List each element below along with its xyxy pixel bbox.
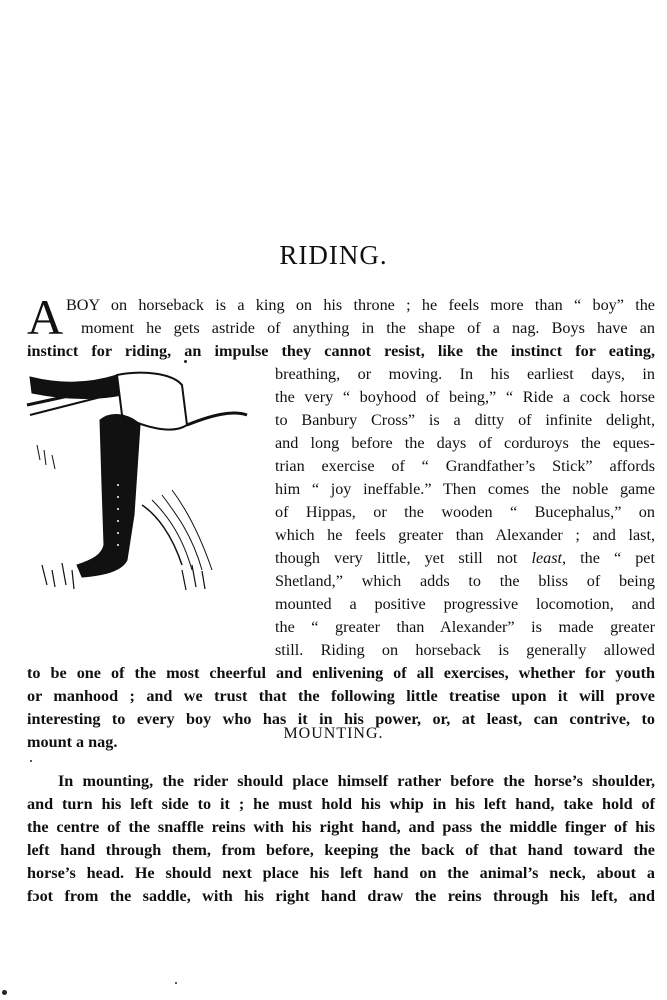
ink-speck [2, 990, 7, 995]
text-line: the “ greater than Alexander” is made greater [275, 618, 655, 636]
text-line-with-italic [275, 547, 655, 570]
text-line: the centre of the snaffle reins with his right hand, and pass the middle finger of his [27, 818, 655, 836]
page-title: RIDING. [279, 240, 388, 270]
text-line: of Hippas, or the wooden “ Bucephalus,” on [275, 503, 655, 521]
text-line: interesting to every boy who has it in his power, or, at least, can contrive, to [27, 710, 655, 728]
drop-cap: A [27, 289, 64, 345]
text-line: mounted a positive progressive locomotion, and [275, 595, 655, 613]
text-line: trian exercise of “ Grandfather’s Stick” affords [275, 457, 655, 475]
rider-illustration [22, 365, 260, 600]
text-line: breathing, or moving. In his earliest days, in [275, 365, 655, 383]
ink-speck [30, 760, 32, 762]
text-line: and turn his left side to it ; he must hold his whip in his left hand, take hold of [27, 795, 655, 813]
text-line: moment he gets astride of anything in the shape of a nag. Boys have an [81, 319, 655, 337]
ink-speck [175, 982, 177, 984]
text-line: the very “ boyhood of being,” “ Ride a cock horse [275, 388, 655, 406]
text-line: instinct for riding, an impulse they cannot resist, like the instinct for eating, [27, 342, 655, 360]
text-line: to Banbury Cross” is a ditty of infinite delight, [275, 411, 655, 429]
text-line: BOY on horseback is a king on his throne ; he feels more than “ boy” the [66, 296, 655, 314]
text-line: and long before the days of corduroys the eques- [275, 434, 655, 452]
text-line: mount a nag. [27, 733, 118, 751]
text-segment: though very little, yet still not [275, 549, 518, 567]
text-line: which he feels greater than Alexander ; and last, [275, 526, 655, 544]
text-line: horse’s head. He should next place his left hand on the animal’s neck, about a [27, 864, 655, 882]
text-line: still. Riding on horseback is generally allowed [275, 641, 655, 659]
section-heading: MOUNTING. [283, 725, 384, 742]
italic-word: least, [531, 549, 567, 567]
text-line: fɔot from the saddle, with his right hand draw the reins through his left, and [27, 887, 655, 905]
text-segment: the “ pet [580, 549, 655, 567]
text-line: to be one of the most cheerful and enlivening of all exercises, whether for youth [27, 664, 655, 682]
text-line: left hand through them, from before, keeping the back of that hand toward the [27, 841, 655, 859]
text-line: or manhood ; and we trust that the following little treatise upon it will prove [27, 687, 655, 705]
text-line: Shetland,” which adds to the bliss of being [275, 572, 655, 590]
text-line: In mounting, the rider should place himself rather before the horse’s shoulder, [58, 772, 655, 790]
ink-speck [184, 360, 187, 363]
text-line: him “ joy ineffable.” Then comes the noble game [275, 480, 655, 498]
